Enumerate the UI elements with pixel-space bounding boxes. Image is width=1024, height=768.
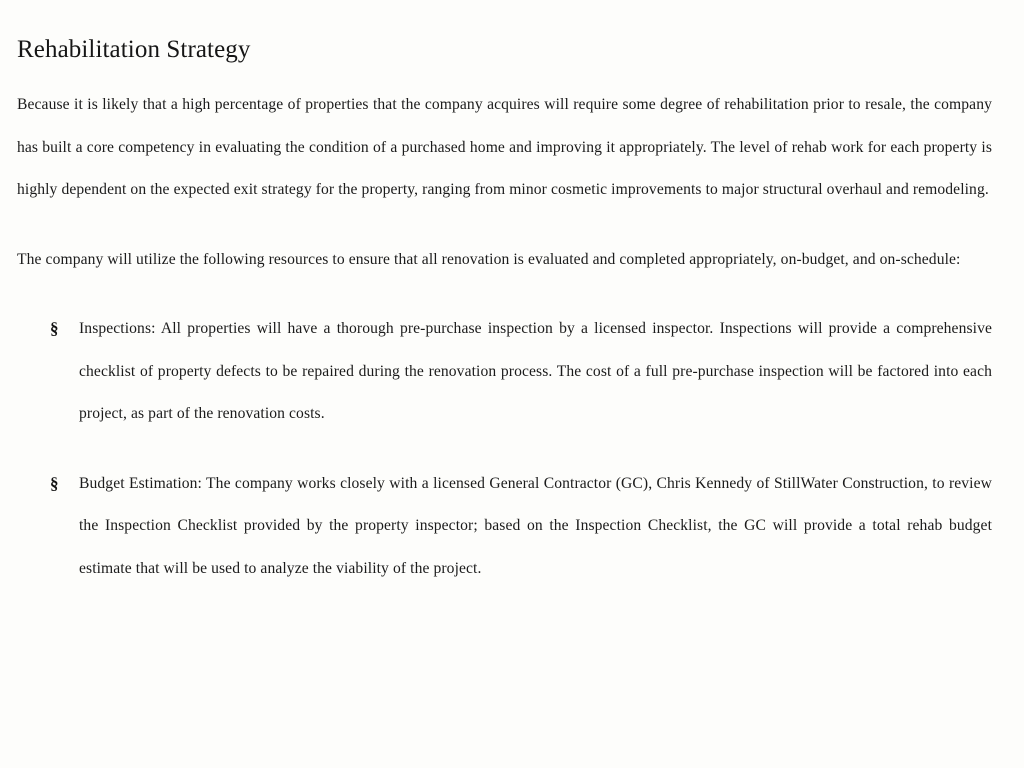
list-item-budget-estimation [17, 463, 992, 591]
section-sign-bullet-icon: § [50, 319, 59, 338]
intro-paragraph: Because it is likely that a high percentage of properties that the company acquires will require some degree of rehabilitation prior to resale, the company has built a core competency in evaluating the condition of a purchased home and improving it appropriately. The level of rehab work for each property is highly dependent on the expected exit strategy for the property, ranging from minor cosmetic improvements to major structural overhaul and remodeling. [17, 96, 992, 198]
document-page [17, 30, 992, 590]
section-sign-bullet-icon: § [50, 473, 59, 493]
list-item-text: Inspections: All properties will have a thorough pre-purchase inspection by a licensed inspector. Inspections will provide a comprehensive checklist of property defects to be repaired during the renovation process. The cost of a full pre-purchase inspection will be factored into each project, as part of the renovation costs. [79, 320, 992, 422]
resource-list [17, 308, 992, 590]
section-heading: Rehabilitation Strategy [17, 36, 251, 63]
list-item-text: Budget Estimation: The company works closely with a licensed General Contractor (GC), Chris Kennedy of StillWater Construction, to review the Inspection Checklist provided by the property inspector; based on the Inspection Checklist, the GC will provide a total rehab budget estimate that will be used to analyze the viability of the project. [79, 474, 992, 577]
resources-paragraph: The company will utilize the following resources to ensure that all renovation is evaluated and completed appropriately, on-budget, and on-schedule: [17, 250, 961, 268]
list-item-inspections [17, 308, 992, 436]
